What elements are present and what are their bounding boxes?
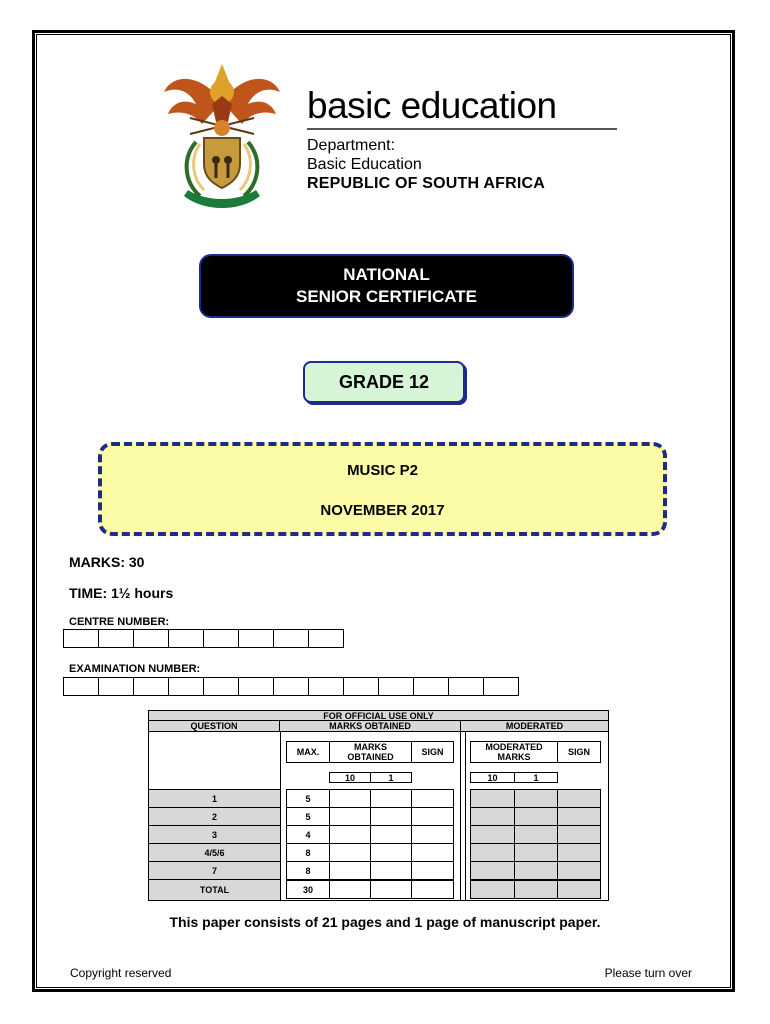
moderated-units-cell[interactable] [514,825,558,844]
number-cell[interactable] [63,629,99,648]
number-cell[interactable] [343,677,379,696]
country-name: REPUBLIC OF SOUTH AFRICA [307,175,545,192]
subject-name: MUSIC P2 [347,462,418,479]
separator [280,732,281,900]
moderated-sign-cell[interactable] [557,825,601,844]
moderated-tens-label: 10 [470,772,515,783]
number-cell[interactable] [168,629,204,648]
number-cell[interactable] [308,677,344,696]
total-moderated-sign-cell[interactable] [557,880,601,899]
tens-cell[interactable] [329,843,371,862]
marks-total: MARKS: 30 [69,554,145,570]
sign-cell[interactable] [411,861,454,880]
moderated-tens-cell[interactable] [470,861,515,880]
sign-cell[interactable] [411,843,454,862]
exam-number-field[interactable] [63,677,519,696]
question-number: 1 [149,789,280,807]
moderated-sign-header: SIGN [557,741,601,763]
grade-box [303,361,465,403]
number-cell[interactable] [378,677,414,696]
total-moderated-tens-cell[interactable] [470,880,515,899]
number-cell[interactable] [273,629,309,648]
official-use-table [148,710,609,901]
units-cell[interactable] [370,789,412,808]
question-max: 8 [286,843,330,862]
units-cell[interactable] [370,807,412,826]
marks-obtained-header: MARKS OBTAINED [280,721,460,732]
moderated-sign-cell[interactable] [557,807,601,826]
department-name: Basic Education [307,156,422,173]
moderated-tens-cell[interactable] [470,807,515,826]
tens-cell[interactable] [329,789,371,808]
number-cell[interactable] [203,677,239,696]
department-label: Department: [307,137,396,154]
number-cell[interactable] [98,629,134,648]
moderated-header: MODERATED [460,721,608,732]
sign-header: SIGN [411,741,454,763]
brand-name: basic education [307,85,557,126]
number-cell[interactable] [483,677,519,696]
moderated-units-label: 1 [514,772,558,783]
sign-cell[interactable] [411,789,454,808]
time-allowed: TIME: 1½ hours [69,585,174,601]
number-cell[interactable] [238,629,274,648]
question-header: QUESTION [149,721,280,732]
total-max: 30 [286,880,330,899]
number-cell[interactable] [168,677,204,696]
total-moderated-units-cell[interactable] [514,880,558,899]
moderated-units-cell[interactable] [514,843,558,862]
moderated-units-cell[interactable] [514,861,558,880]
exam-number-label: EXAMINATION NUMBER: [69,663,201,675]
number-cell[interactable] [413,677,449,696]
number-cell[interactable] [133,677,169,696]
number-cell[interactable] [98,677,134,696]
separator [465,732,466,900]
number-cell[interactable] [63,677,99,696]
centre-number-field[interactable] [63,629,344,648]
question-number: 7 [149,861,280,879]
moderated-tens-cell[interactable] [470,825,515,844]
total-sign-cell[interactable] [411,880,454,899]
question-max: 5 [286,807,330,826]
units-cell[interactable] [370,861,412,880]
grade-label: GRADE 12 [338,371,430,392]
moderated-tens-cell[interactable] [470,789,515,808]
brand-divider [307,128,617,130]
separator [460,732,461,900]
coat-of-arms-logo [160,62,284,214]
question-max: 8 [286,861,330,880]
units-cell[interactable] [370,843,412,862]
pages-note: This paper consists of 21 pages and 1 page of manuscript paper. [169,914,601,930]
moderated-sign-cell[interactable] [557,861,601,880]
max-header: MAX. [286,741,330,763]
tens-cell[interactable] [329,807,371,826]
number-cell[interactable] [203,629,239,648]
tens-cell[interactable] [329,825,371,844]
number-cell[interactable] [273,677,309,696]
sign-cell[interactable] [411,807,454,826]
certificate-title-box [201,256,572,316]
number-cell[interactable] [238,677,274,696]
question-header-blank [149,732,280,789]
units-cell[interactable] [370,825,412,844]
units-column-label: 1 [370,772,412,783]
official-use-title: FOR OFFICIAL USE ONLY [149,711,608,721]
sign-cell[interactable] [411,825,454,844]
number-cell[interactable] [133,629,169,648]
brand-block [307,86,617,194]
moderated-units-cell[interactable] [514,789,558,808]
moderated-tens-cell[interactable] [470,843,515,862]
exam-session: NOVEMBER 2017 [320,502,445,519]
tens-cell[interactable] [329,861,371,880]
centre-number-label: CENTRE NUMBER: [69,616,170,628]
moderated-marks-header: MODERATED MARKS [470,741,558,763]
total-label: TOTAL [149,879,280,900]
question-max: 4 [286,825,330,844]
copyright-notice: Copyright reserved [70,966,172,980]
moderated-sign-cell[interactable] [557,843,601,862]
question-number: 3 [149,825,280,843]
moderated-units-cell[interactable] [514,807,558,826]
certificate-title-line1: NATIONAL [343,265,430,284]
total-units-cell[interactable] [370,880,412,899]
number-cell[interactable] [448,677,484,696]
turn-over-note: Please turn over [604,966,692,980]
question-number: 4/5/6 [149,843,280,861]
marks-obtained-subheader: MARKS OBTAINED [329,741,412,763]
question-number: 2 [149,807,280,825]
number-cell[interactable] [308,629,344,648]
tens-column-label: 10 [329,772,371,783]
moderated-sign-cell[interactable] [557,789,601,808]
total-tens-cell[interactable] [329,880,371,899]
certificate-title-line2: SENIOR CERTIFICATE [295,287,478,306]
question-max: 5 [286,789,330,808]
subject-box [98,442,667,536]
